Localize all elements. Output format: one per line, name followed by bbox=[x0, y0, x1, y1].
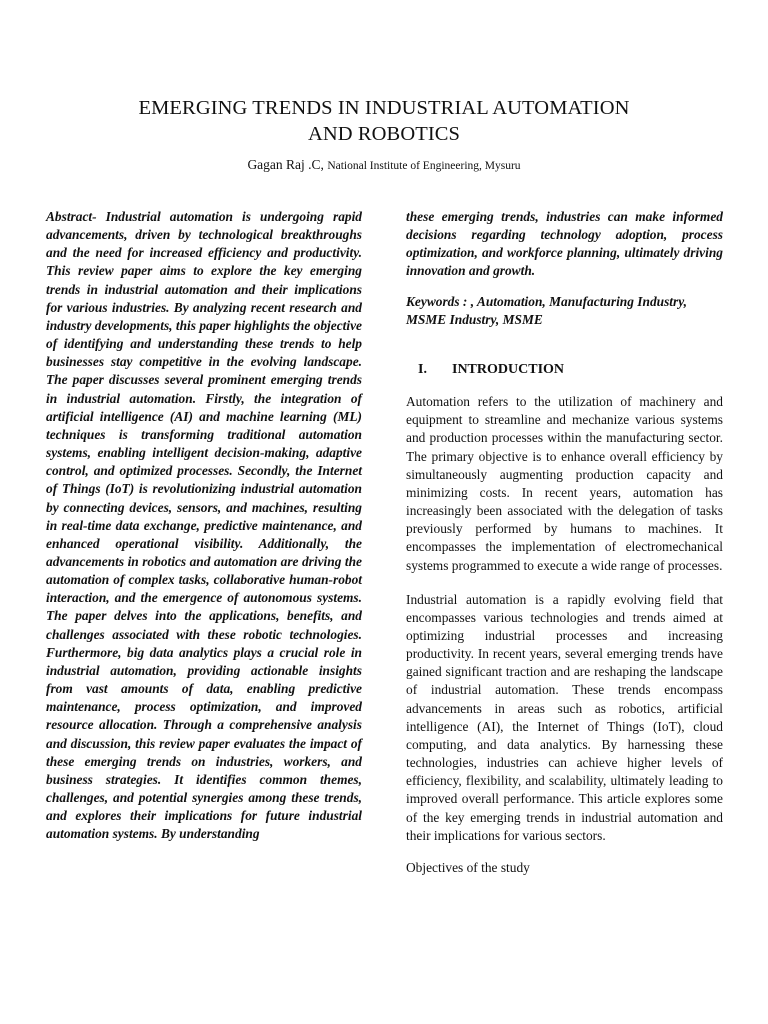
paper-title bbox=[60, 95, 708, 147]
author-name: Gagan Raj .C, bbox=[247, 157, 324, 172]
keywords: Keywords : , Automation, Manufacturing Industry, MSME Industry, MSME bbox=[406, 293, 688, 327]
right-column bbox=[406, 208, 723, 877]
objectives-subheading: Objectives of the study bbox=[406, 859, 530, 875]
author-byline bbox=[60, 156, 708, 175]
section-heading-introduction bbox=[406, 361, 723, 379]
title-line-1: EMERGING TRENDS IN INDUSTRIAL AUTOMATION bbox=[138, 97, 630, 119]
title-line-2: AND ROBOTICS bbox=[307, 123, 461, 145]
author-affiliation: National Institute of Engineering, Mysuru bbox=[327, 160, 521, 172]
abstract-continuation: these emerging trends, industries can make informed decisions regarding technology adoption, process optimization, and workforce planning, ultimately driving innovation and growth. bbox=[406, 209, 723, 279]
abstract-text: Abstract- Industrial automation is undergoing rapid advancements, driven by technological breakthroughs and the need for increased efficiency and productivity. This review paper aims to explore the key emerging trends in industrial automation and their implications for various industries. By analyzing recent research and industry developments, this paper highlights the objective of identifying and understanding these trends to help businesses stay competitive in the evolving landscape. The paper discusses several prominent emerging trends in industrial automation. Firstly, the integration of artificial intelligence (AI) and machine learning (ML) techniques is transforming traditional automation systems, enabling intelligent decision-making, adaptive control, and optimized processes. Secondly, the Internet of Things (IoT) is revolutionizing industrial automation by connecting devices, sensors, and machines, resulting in real-time data exchange, predictive maintenance, and enhanced operational visibility. Additionally, the advancements in robotics and automation are driving the automation of complex tasks, collaborative human-robot interaction, and the emergence of autonomous systems. The paper delves into the applications, benefits, and challenges associated with these robotic technologies. Furthermore, big data analytics plays a crucial role in industrial automation, providing actionable insights from vast amounts of data, enabling predictive maintenance, process optimization, and improved resource allocation. Through a comprehensive analysis and discussion, this review paper evaluates the impact of these emerging trends on industries, workers, and business strategies. It identifies common themes, challenges, and potential synergies among these trends, and explores their implications for future industrial automation systems. By understanding bbox=[46, 209, 362, 842]
section-number: I. bbox=[418, 361, 427, 377]
intro-paragraph-2: Industrial automation is a rapidly evolving field that encompasses various technologies and trends aimed at optimizing industrial processes and increasing productivity. In recent years, several emerging trends have gained significant traction and are reshaping the landscape of industrial automation. These trends encompass advancements in areas such as robotics, artificial intelligence (AI), the Internet of Things (IoT), cloud computing, and data analytics. By harnessing these technologies, industries can achieve higher levels of efficiency, flexibility, and scalability, ultimately leading to improved overall performance. This article explores some of the key emerging trends in industrial automation and their implications for various sectors. bbox=[406, 591, 723, 843]
section-title: INTRODUCTION bbox=[452, 361, 565, 377]
abstract-column bbox=[46, 208, 362, 843]
intro-paragraph-1: Automation refers to the utilization of machinery and equipment to streamline and mechanize various systems and production processes within the manufacturing sector. The primary objective is to enhance overall efficiency by simultaneously augmenting production capacity and minimizing costs. In recent years, automation has increasingly been associated with the delegation of tasks previously performed by humans to machines. It encompasses the implementation of electromechanical systems programmed to execute a wide range of processes. bbox=[406, 394, 723, 573]
